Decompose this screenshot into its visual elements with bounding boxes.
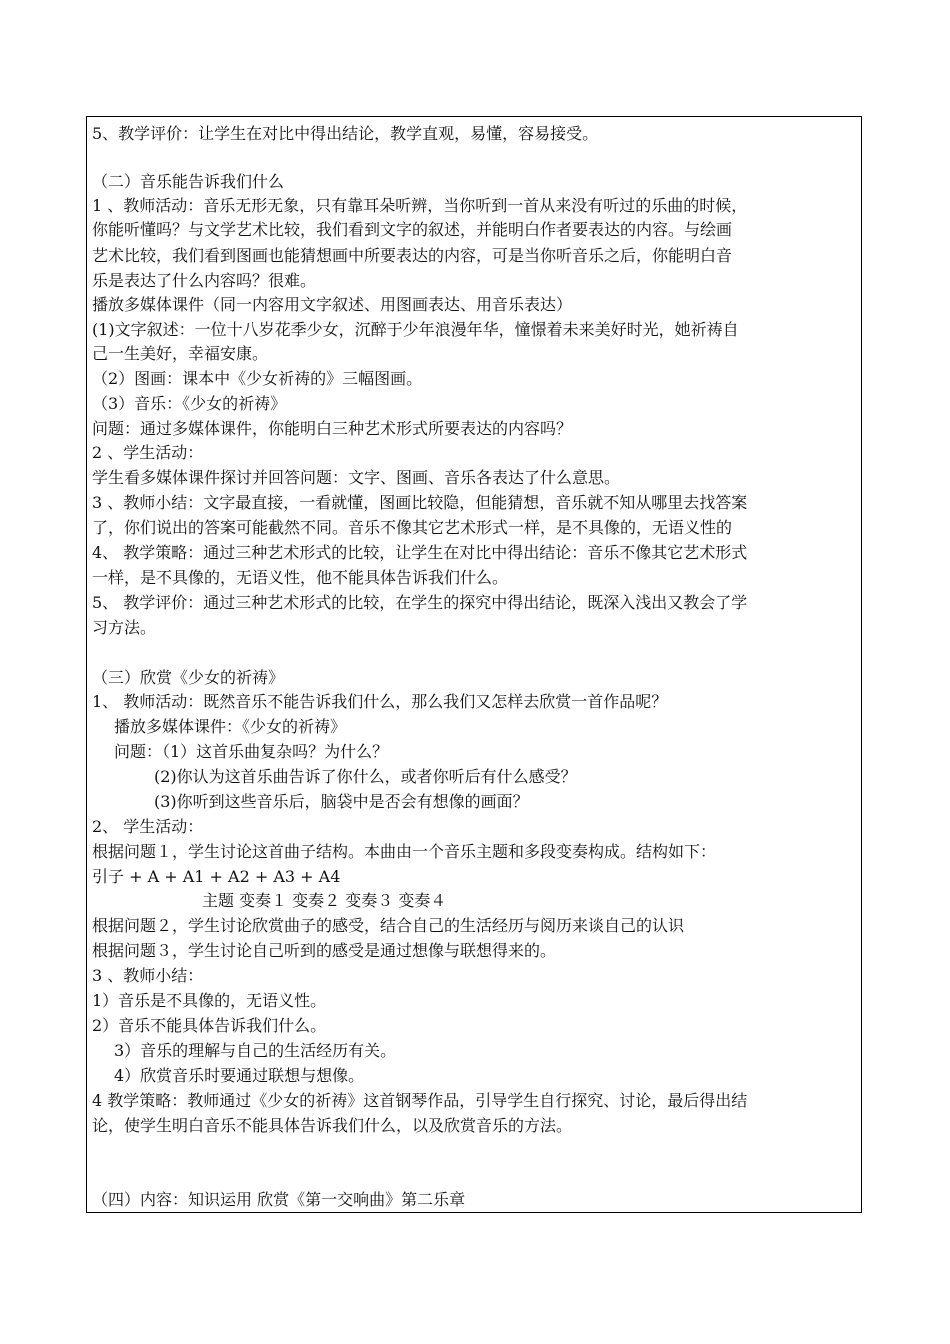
section-heading: （三）欣赏《少女的祈祷》 <box>92 668 285 687</box>
text-line: 4）欣赏音乐时要通过联想与想像。 <box>114 1066 365 1085</box>
text-line: 3 、教师小结： <box>92 966 204 985</box>
text-line: 习方法。 <box>92 618 157 637</box>
structure-line: 引子 + A + A1 + A2 + A3 + A4 <box>92 867 341 886</box>
text-line: 己一生美好，幸福安康。 <box>92 344 269 363</box>
text-line: (1)文字叙述：一位十八岁花季少女，沉醉于少年浪漫年华，憧憬着未来美好时光，她祈祷自 <box>92 320 739 339</box>
section-heading: （四）内容：知识运用 欣赏《第一交响曲》第二乐章 <box>92 1190 466 1209</box>
text-line: （2）图画：课本中《少女祈祷的》三幅图画。 <box>92 369 423 388</box>
text-line: 问题：通过多媒体课件，你能明白三种艺术形式所要表达的内容吗？ <box>92 419 573 438</box>
text-line: 2）音乐不能具体告诉我们什么。 <box>92 1016 327 1035</box>
text-line: 1）音乐是不具像的，无语义性。 <box>92 991 327 1010</box>
text-line: (2)你认为这首乐曲告诉了你什么，或者你听后有什么感受？ <box>154 767 577 786</box>
text-line: 3）音乐的理解与自己的生活经历有关。 <box>114 1041 397 1060</box>
text-line: 乐是表达了什么内容吗？很难。 <box>92 271 317 290</box>
text-line: 3 、教师小结：文字最直接，一看就懂，图画比较隐，但能猜想，音乐就不知从哪里去找答案 <box>92 493 748 512</box>
text-line: （3）音乐：《少女的祈祷》 <box>92 394 287 413</box>
text-line: 根据问题２，学生讨论欣赏曲子的感受，结合自己的生活经历与阅历来谈自己的认识 <box>92 916 685 935</box>
text-line: 5、教学评价：让学生在对比中得出结论，教学直观，易懂，容易接受。 <box>92 124 599 143</box>
text-line: 艺术比较，我们看到图画也能猜想画中所要表达的内容，可是当你听音乐之后，你能明白音 <box>92 246 733 265</box>
text-line: 2 、学生活动： <box>92 443 204 462</box>
text-line: 1 、教师活动：音乐无形无象，只有靠耳朵听辨，当你听到一首从来没有听过的乐曲的时候， <box>92 196 748 215</box>
text-line: (3)你听到这些音乐后，脑袋中是否会有想像的画面？ <box>154 792 529 811</box>
text-line: 播放多媒体课件（同一内容用文字叙述、用图画表达、用音乐表达） <box>92 295 573 314</box>
text-line: 播放多媒体课件：《少女的祈祷》 <box>114 717 347 736</box>
text-line: 根据问题１，学生讨论这首曲子结构。本曲由一个音乐主题和多段变奏构成。结构如下： <box>92 842 717 861</box>
text-line: 5、 教学评价：通过三种艺术形式的比较，在学生的探究中得出结论，既深入浅出又教会了学 <box>92 593 748 612</box>
text-line: 学生看多媒体课件探讨并回答问题：文字、图画、音乐各表达了什么意思。 <box>92 468 621 487</box>
text-line: 了，你们说出的答案可能截然不同。音乐不像其它艺术形式一样，是不具像的，无语义性的 <box>92 518 733 537</box>
section-heading: （二）音乐能告诉我们什么 <box>92 172 285 191</box>
text-line: 4、 教学策略：通过三种艺术形式的比较，让学生在对比中得出结论：音乐不像其它艺术形式 <box>92 543 748 562</box>
text-line: 问题：（1）这首乐曲复杂吗？为什么？ <box>114 742 389 761</box>
text-line: 你能听懂吗？与文学艺术比较，我们看到文字的叙述，并能明白作者要表达的内容。与绘画 <box>92 220 733 239</box>
structure-labels: 主题 变奏１ 变奏２ 变奏３ 变奏４ <box>202 891 447 910</box>
text-line: 1、 教师活动：既然音乐不能告诉我们什么，那么我们又怎样去欣赏一首作品呢？ <box>92 692 668 711</box>
text-line: 2、 学生活动： <box>92 817 204 836</box>
text-line: 根据问题３，学生讨论自己听到的感受是通过想像与联想得来的。 <box>92 941 557 960</box>
text-line: 一样，是不具像的，无语义性，他不能具体告诉我们什么。 <box>92 568 509 587</box>
text-line: 4 教学策略：教师通过《少女的祈祷》这首钢琴作品，引导学生自行探究、讨论，最后得出结 <box>92 1091 748 1110</box>
text-line: 论，使学生明白音乐不能具体告诉我们什么，以及欣赏音乐的方法。 <box>92 1116 573 1135</box>
